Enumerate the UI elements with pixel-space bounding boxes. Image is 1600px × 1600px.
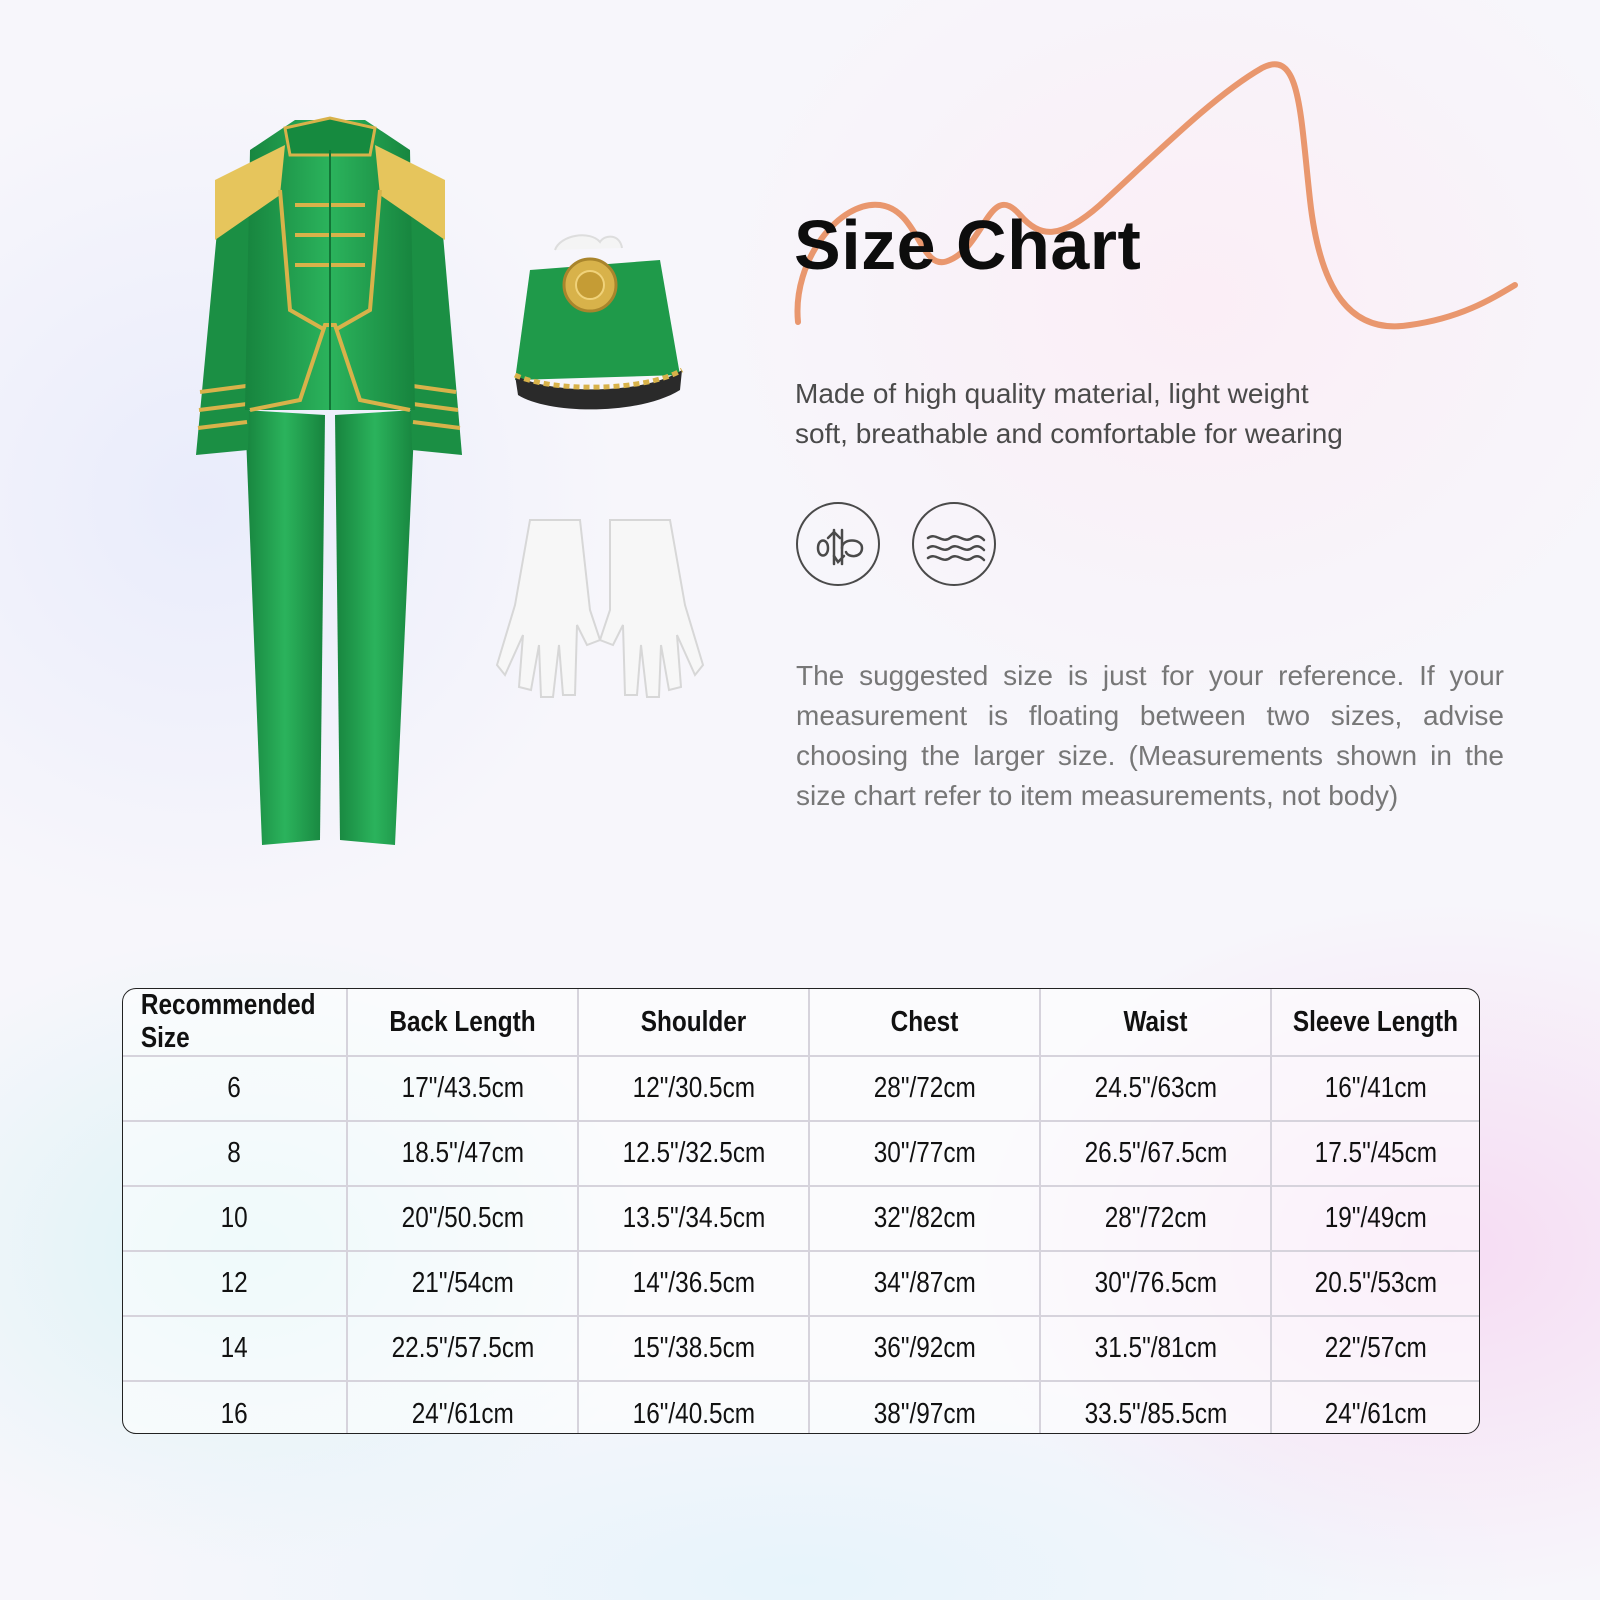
table-cell: 16"/41cm [1324, 1072, 1427, 1104]
table-cell: 10 [123, 1186, 347, 1251]
table-cell: 12 [123, 1251, 347, 1316]
gloves-image [495, 515, 705, 705]
table-row [123, 1316, 1479, 1381]
header-waist: Waist [1058, 989, 1252, 1056]
header-sleeve-length: Sleeve Length [1292, 1005, 1459, 1038]
table-cell: 20.5"/53cm [1314, 1267, 1437, 1299]
table-row [123, 1056, 1479, 1121]
table-cell: 24"/61cm [1324, 1397, 1427, 1430]
table-cell: 16"/40.5cm [578, 1381, 809, 1434]
table-cell: 30"/76.5cm [1040, 1251, 1271, 1316]
description-line: soft, breathable and comfortable for wearing [795, 418, 1343, 449]
table-cell: 26.5"/67.5cm [1040, 1121, 1271, 1186]
table-cell: 13.5"/34.5cm [578, 1186, 809, 1251]
hat-image [510, 230, 690, 420]
table-cell: 17.5"/45cm [1314, 1137, 1437, 1169]
header-back-length: Back Length [365, 989, 559, 1056]
table-row [123, 1381, 1479, 1434]
material-description [795, 374, 1435, 454]
table-cell: 17"/43.5cm [347, 1056, 578, 1121]
table-cell: 28"/72cm [809, 1056, 1040, 1121]
header-chest: Chest [827, 989, 1021, 1056]
table-cell: 31.5"/81cm [1040, 1316, 1271, 1381]
header-shoulder: Shoulder [596, 989, 790, 1056]
table-cell: 20"/50.5cm [347, 1186, 578, 1251]
description-line: Made of high quality material, light weight [795, 378, 1309, 409]
table-cell: 22.5"/57.5cm [347, 1316, 578, 1381]
size-note: The suggested size is just for your reference. If your measurement is floating between two sizes, advise choosing the larger size. (Measurements shown in the size chart refer to item measurements, not body) [796, 660, 1504, 811]
table-cell: 8 [123, 1121, 347, 1186]
table-cell: 12"/30.5cm [578, 1056, 809, 1121]
table-cell: 33.5"/85.5cm [1040, 1381, 1271, 1434]
table-cell: 32"/82cm [809, 1186, 1040, 1251]
breathable-icon [796, 502, 880, 586]
table-header-row [123, 989, 1479, 1056]
size-chart-table [122, 988, 1480, 1434]
soft-wave-icon [912, 502, 996, 586]
table-cell: 36"/92cm [809, 1316, 1040, 1381]
table-cell: 28"/72cm [1040, 1186, 1271, 1251]
table-row [123, 1251, 1479, 1316]
table-cell: 21"/54cm [347, 1251, 578, 1316]
table-cell: 14"/36.5cm [578, 1251, 809, 1316]
table-cell: 14 [123, 1316, 347, 1381]
table-cell: 34"/87cm [809, 1251, 1040, 1316]
table-cell: 38"/97cm [809, 1381, 1040, 1434]
table-cell: 24.5"/63cm [1040, 1056, 1271, 1121]
table-cell: 22"/57cm [1324, 1332, 1427, 1364]
header-recommended-size: Recommended Size [141, 989, 329, 1056]
table-row [123, 1186, 1479, 1251]
table-cell: 12.5"/32.5cm [578, 1121, 809, 1186]
page-title: Size Chart [794, 206, 1142, 284]
jumpsuit-image [190, 110, 470, 850]
table-cell: 18.5"/47cm [347, 1121, 578, 1186]
table-cell: 15"/38.5cm [578, 1316, 809, 1381]
table-row [123, 1121, 1479, 1186]
table-cell: 16 [123, 1381, 347, 1434]
table-cell: 30"/77cm [809, 1121, 1040, 1186]
table-cell: 24"/61cm [347, 1381, 578, 1434]
table-cell: 6 [123, 1056, 347, 1121]
table-cell: 19"/49cm [1324, 1202, 1427, 1234]
